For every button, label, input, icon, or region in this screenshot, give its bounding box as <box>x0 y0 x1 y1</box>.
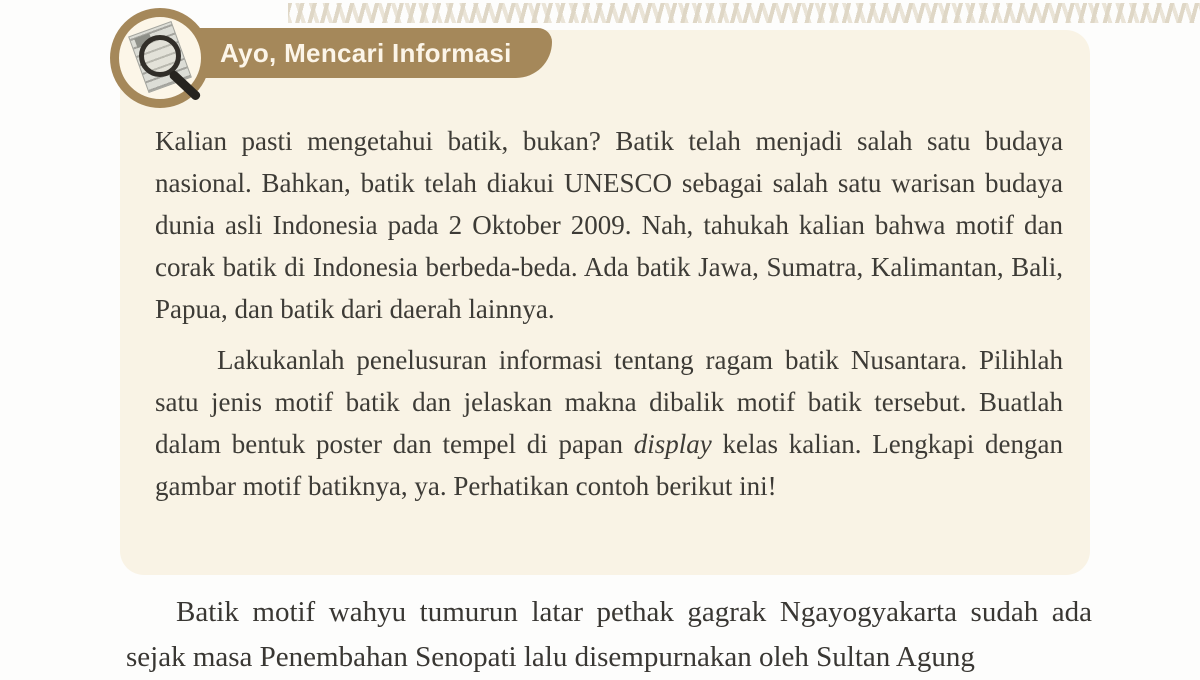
top-decoration-pattern <box>288 3 1200 23</box>
activity-banner-label: Ayo, Mencari Informasi <box>220 37 512 68</box>
body-paragraph: Batik motif wahyu tumurun latar pethak gagrak Ngayogyakarta sudah ada sejak masa Penembahan Senopati lalu disempurnakan oleh Sultan Agung <box>126 596 1092 673</box>
activity-banner <box>150 28 552 78</box>
info-paragraph-2 <box>155 339 1063 507</box>
info-box-text <box>155 120 1063 507</box>
info-paragraph-2-italic: display <box>633 429 712 459</box>
magnifier-newspaper-icon <box>110 8 210 108</box>
info-paragraph-2-before: Lakukanlah penelusuran informasi tentang ragam batik Nusantara. Pilihlah satu jenis motif batik dan jelaskan makna dibalik motif batik tersebut. Buatlah dalam bentuk poster dan tempel di papan <box>155 345 1063 459</box>
info-paragraph-2-after: kelas kalian. Lengkapi dengan gambar motif batiknya, ya. Perhatikan contoh berikut ini! <box>155 429 1063 501</box>
info-paragraph-1: Kalian pasti mengetahui batik, bukan? Batik telah menjadi salah satu budaya nasional. Bahkan, batik telah diakui UNESCO sebagai salah satu warisan budaya dunia asli Indonesia pada 2 Oktober 2009. Nah, tahukah kalian bahwa motif dan corak batik di Indonesia berbeda-beda. Ada batik Jawa, Sumatra, Kalimantan, Bali, Papua, dan batik dari daerah lainnya. <box>155 126 1063 324</box>
